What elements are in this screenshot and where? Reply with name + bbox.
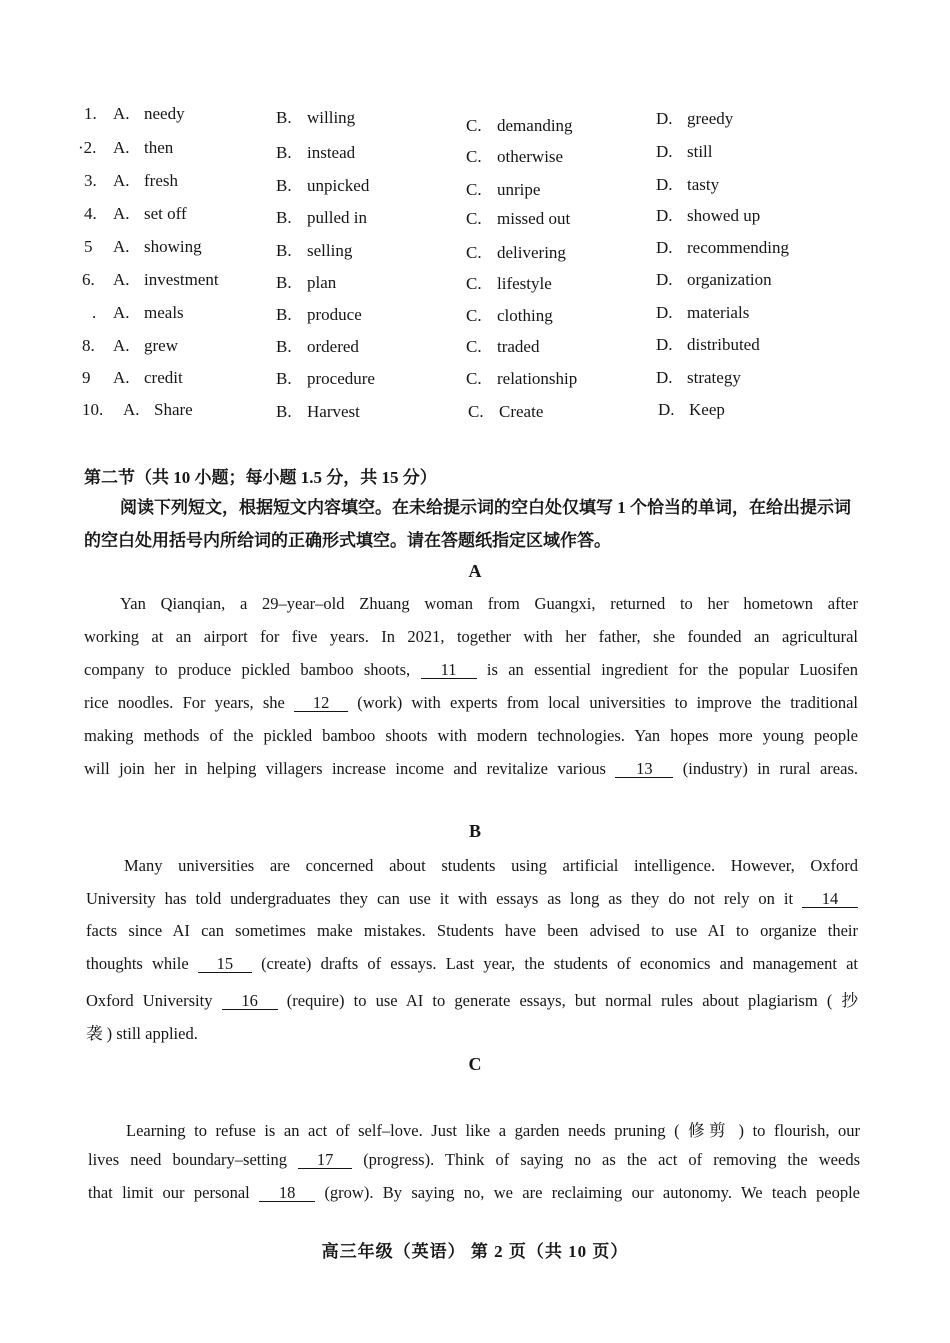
- passage-title: C: [468, 1054, 482, 1074]
- blank-11[interactable]: 11: [421, 661, 477, 679]
- question-number: 4.: [84, 204, 97, 223]
- blank-12[interactable]: 12: [294, 694, 348, 712]
- option-b: B. plan: [276, 273, 337, 292]
- option-a: A. showing: [113, 237, 202, 256]
- blank-18[interactable]: 18: [259, 1184, 315, 1202]
- option-d: D. materials: [656, 303, 750, 322]
- text-line: thoughts while 15 (create) drafts of essays. Last year, the students of economics and management at: [86, 954, 859, 973]
- option-d: D. still: [656, 142, 713, 161]
- question-number: 5: [84, 237, 93, 256]
- page-footer: 高三年级（英语） 第 2 页（共 10 页）: [321, 1242, 629, 1261]
- option-c: C. Create: [468, 402, 544, 421]
- text-line: 袭 ) still applied.: [86, 1024, 198, 1043]
- option-d: D. recommending: [656, 238, 789, 257]
- option-b: B. ordered: [276, 337, 359, 356]
- section-heading: 第二节（共 10 小题；每小题 1.5 分，共 15 分）: [84, 468, 437, 487]
- text-line: Learning to refuse is an act of self–love. Just like a garden needs pruning ( 修剪 ) to flourish, our: [126, 1121, 860, 1140]
- question-number: 10.: [82, 400, 104, 419]
- option-a: A. fresh: [113, 171, 178, 190]
- option-a: A. Share: [123, 400, 193, 419]
- text-line: will join her in helping villagers increase income and revitalize various 13 (industry) in rural areas.: [84, 759, 858, 778]
- text-line: University has told undergraduates they can use it with essays as long as they do not rely on it 14: [86, 889, 858, 909]
- question-number: 9: [82, 368, 91, 387]
- option-c: C. missed out: [466, 209, 571, 228]
- text-line: rice noodles. For years, she 12 (work) with experts from local universities to improve the traditional: [84, 693, 859, 712]
- blank-15[interactable]: 15: [198, 955, 252, 973]
- section-instruction: 阅读下列短文，根据短文内容填空。在未给提示词的空白处仅填写 1 个恰当的单词，在给出提示词的空白处用括号内所给词的正确形式填空。请在答题纸指定区域作答。: [84, 498, 851, 550]
- option-b: B. instead: [276, 143, 356, 162]
- blank-13[interactable]: 13: [615, 760, 673, 778]
- question-number: 8.: [82, 336, 95, 355]
- blank-16[interactable]: 16: [222, 992, 278, 1010]
- passage-title: A: [468, 561, 482, 581]
- option-b: B. unpicked: [276, 176, 370, 195]
- option-a: A. set off: [113, 204, 187, 223]
- option-d: D. distributed: [656, 335, 760, 354]
- passage-title: B: [468, 821, 481, 841]
- option-b: B. selling: [276, 241, 353, 260]
- option-b: B. pulled in: [276, 208, 367, 227]
- option-c: C. demanding: [466, 116, 573, 135]
- question-number: 6.: [82, 270, 95, 289]
- text-line: Many universities are concerned about students using artificial intelligence. However, Oxford: [124, 856, 858, 875]
- question-number: .: [92, 303, 97, 322]
- option-c: C. traded: [466, 337, 540, 356]
- option-c: C. otherwise: [466, 147, 564, 166]
- option-b: B. willing: [276, 108, 356, 127]
- option-a: A. then: [113, 138, 174, 157]
- option-d: D. tasty: [656, 175, 720, 194]
- question-number: 1.: [84, 104, 97, 123]
- option-c: C. relationship: [466, 369, 578, 388]
- text-line: that limit our personal 18 (grow). By saying no, we are reclaiming our autonomy. We teach people: [88, 1183, 861, 1202]
- option-a: A. grew: [113, 336, 178, 355]
- option-a: A. investment: [113, 270, 219, 289]
- text-line: making methods of the pickled bamboo shoots with modern technologies. Yan hopes more young people: [84, 726, 858, 745]
- option-c: C. delivering: [466, 243, 566, 262]
- text-line: company to produce pickled bamboo shoots, 11 is an essential ingredient for the popular Luosifen: [84, 660, 858, 679]
- option-c: C. lifestyle: [466, 274, 552, 293]
- option-d: D. Keep: [658, 400, 725, 419]
- option-d: D. greedy: [656, 109, 734, 128]
- blank-17[interactable]: 17: [298, 1151, 352, 1169]
- text-line: lives need boundary–setting 17 (progress). Think of saying no as the act of removing the weeds: [88, 1150, 860, 1169]
- option-a: A. meals: [113, 303, 184, 322]
- text-line: facts since AI can sometimes make mistakes. Students have been advised to use AI to organize their: [86, 921, 858, 940]
- option-d: D. strategy: [656, 368, 741, 387]
- text-line: Oxford University 16 (require) to use AI to generate essays, but normal rules about plagiarism ( 抄: [86, 991, 858, 1010]
- option-c: C. clothing: [466, 306, 553, 325]
- question-number: ·2.: [78, 138, 97, 157]
- option-a: A. credit: [113, 368, 183, 387]
- question-number: 3.: [84, 171, 97, 190]
- option-a: A. needy: [113, 104, 185, 123]
- option-c: C. unripe: [466, 180, 541, 199]
- option-d: D. organization: [656, 270, 772, 289]
- text-line: working at an airport for five years. In 2021, together with her father, she founded an agricultural: [84, 627, 858, 646]
- blank-14[interactable]: 14: [802, 890, 858, 908]
- option-b: B. produce: [276, 305, 362, 324]
- text-line: Yan Qianqian, a 29–year–old Zhuang woman from Guangxi, returned to her hometown after: [120, 594, 858, 613]
- option-d: D. showed up: [656, 206, 761, 225]
- option-b: B. procedure: [276, 369, 375, 388]
- option-b: B. Harvest: [276, 402, 360, 421]
